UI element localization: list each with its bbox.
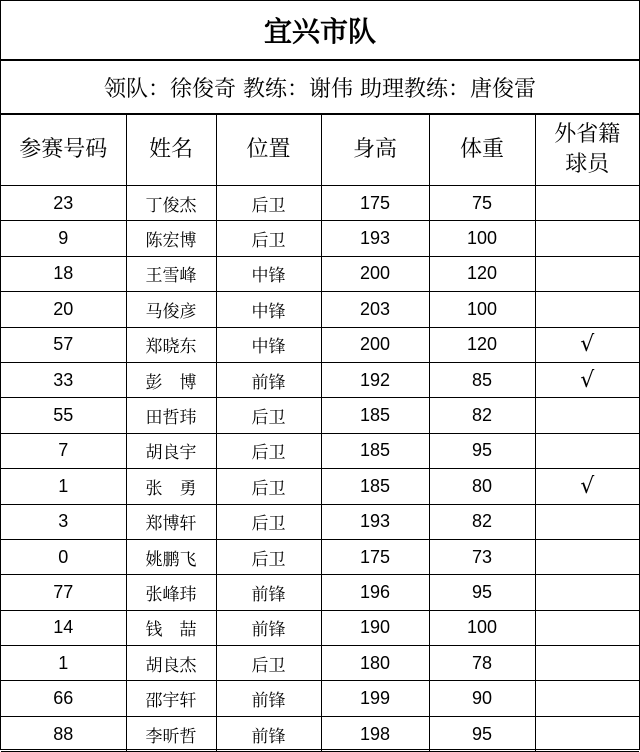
cell-foreign-mark bbox=[535, 716, 639, 751]
cell-weight: 73 bbox=[429, 539, 535, 574]
staff-line: 领队：徐俊奇 教练：谢伟 助理教练：唐俊雷 bbox=[1, 61, 639, 115]
cell-number: 66 bbox=[1, 681, 126, 716]
cell-position: 前锋 bbox=[216, 610, 321, 645]
header-weight: 体重 bbox=[429, 115, 535, 186]
cell-height: 180 bbox=[321, 646, 429, 681]
cell-number: 77 bbox=[1, 575, 126, 610]
cell-position: 后卫 bbox=[216, 186, 321, 221]
cell-foreign-mark bbox=[535, 256, 639, 291]
cell-name: 陈宏博 bbox=[126, 221, 216, 256]
cell-position: 后卫 bbox=[216, 469, 321, 504]
header-row bbox=[1, 115, 639, 186]
cell-foreign-mark bbox=[535, 646, 639, 681]
cell-name: 郑晓东 bbox=[126, 327, 216, 362]
table-row bbox=[1, 681, 639, 716]
cell-number: 55 bbox=[1, 398, 126, 433]
cell-foreign-mark bbox=[535, 186, 639, 221]
header-foreign-line2: 球员 bbox=[565, 152, 610, 177]
cell-weight: 75 bbox=[429, 186, 535, 221]
cell-position: 后卫 bbox=[216, 433, 321, 468]
cell-foreign-mark bbox=[535, 398, 639, 433]
cell-name: 张 勇 bbox=[126, 469, 216, 504]
cell-height: 190 bbox=[321, 610, 429, 645]
cell-weight: 100 bbox=[429, 610, 535, 645]
cell-foreign-mark: √ bbox=[535, 327, 639, 362]
cell-height: 185 bbox=[321, 469, 429, 504]
cell-name: 胡良宇 bbox=[126, 433, 216, 468]
table-row bbox=[1, 575, 639, 610]
cell-number: 18 bbox=[1, 256, 126, 291]
cell-height: 196 bbox=[321, 575, 429, 610]
cell-number: 7 bbox=[1, 433, 126, 468]
roster-table bbox=[1, 115, 639, 752]
cell-weight: 82 bbox=[429, 398, 535, 433]
cell-name: 姚鹏飞 bbox=[126, 539, 216, 574]
cell-foreign-mark bbox=[535, 610, 639, 645]
cell-foreign-mark bbox=[535, 292, 639, 327]
table-row bbox=[1, 539, 639, 574]
cell-number: 1 bbox=[1, 469, 126, 504]
header-foreign-player bbox=[535, 115, 639, 186]
cell-number: 9 bbox=[1, 221, 126, 256]
team-title: 宜兴市队 bbox=[1, 1, 639, 61]
table-row bbox=[1, 646, 639, 681]
table-row bbox=[1, 433, 639, 468]
cell-position: 后卫 bbox=[216, 504, 321, 539]
cell-height: 192 bbox=[321, 362, 429, 397]
cell-position: 后卫 bbox=[216, 646, 321, 681]
cell-weight: 120 bbox=[429, 256, 535, 291]
header-position: 位置 bbox=[216, 115, 321, 186]
cell-position: 中锋 bbox=[216, 256, 321, 291]
cell-position: 后卫 bbox=[216, 539, 321, 574]
table-row bbox=[1, 327, 639, 362]
cell-weight: 100 bbox=[429, 221, 535, 256]
table-row bbox=[1, 504, 639, 539]
cell-foreign-mark bbox=[535, 221, 639, 256]
table-row bbox=[1, 398, 639, 433]
cell-weight: 120 bbox=[429, 327, 535, 362]
cell-weight: 78 bbox=[429, 646, 535, 681]
cell-height: 193 bbox=[321, 221, 429, 256]
cell-height: 175 bbox=[321, 186, 429, 221]
cell-foreign-mark bbox=[535, 539, 639, 574]
cell-weight: 85 bbox=[429, 362, 535, 397]
cell-foreign-mark bbox=[535, 504, 639, 539]
table-row bbox=[1, 221, 639, 256]
table-row bbox=[1, 186, 639, 221]
cell-foreign-mark bbox=[535, 575, 639, 610]
cell-height: 193 bbox=[321, 504, 429, 539]
cell-height: 203 bbox=[321, 292, 429, 327]
cell-name: 丁俊杰 bbox=[126, 186, 216, 221]
cell-foreign-mark bbox=[535, 681, 639, 716]
cell-foreign-mark: √ bbox=[535, 469, 639, 504]
table-row bbox=[1, 610, 639, 645]
cell-position: 中锋 bbox=[216, 292, 321, 327]
table-row bbox=[1, 469, 639, 504]
cell-position: 前锋 bbox=[216, 575, 321, 610]
table-row bbox=[1, 292, 639, 327]
header-height: 身高 bbox=[321, 115, 429, 186]
cell-name: 胡良杰 bbox=[126, 646, 216, 681]
cell-number: 20 bbox=[1, 292, 126, 327]
cell-position: 后卫 bbox=[216, 221, 321, 256]
cell-foreign-mark bbox=[535, 433, 639, 468]
cell-name: 王雪峰 bbox=[126, 256, 216, 291]
cell-number: 88 bbox=[1, 716, 126, 751]
cell-number: 3 bbox=[1, 504, 126, 539]
cell-height: 199 bbox=[321, 681, 429, 716]
cell-position: 前锋 bbox=[216, 681, 321, 716]
cell-height: 198 bbox=[321, 716, 429, 751]
table-row bbox=[1, 716, 639, 751]
cell-height: 185 bbox=[321, 433, 429, 468]
cell-height: 200 bbox=[321, 327, 429, 362]
cell-name: 邵宇轩 bbox=[126, 681, 216, 716]
cell-weight: 100 bbox=[429, 292, 535, 327]
table-row bbox=[1, 256, 639, 291]
cell-number: 0 bbox=[1, 539, 126, 574]
cell-position: 后卫 bbox=[216, 398, 321, 433]
cell-name: 钱 喆 bbox=[126, 610, 216, 645]
header-number: 参赛号码 bbox=[1, 115, 126, 186]
cell-position: 前锋 bbox=[216, 716, 321, 751]
cell-name: 张峰玮 bbox=[126, 575, 216, 610]
roster-body bbox=[1, 186, 639, 752]
cell-number: 1 bbox=[1, 646, 126, 681]
cell-height: 175 bbox=[321, 539, 429, 574]
cell-name: 李昕哲 bbox=[126, 716, 216, 751]
header-foreign-line1: 外省籍 bbox=[554, 122, 621, 147]
cell-number: 57 bbox=[1, 327, 126, 362]
cell-weight: 95 bbox=[429, 575, 535, 610]
cell-weight: 80 bbox=[429, 469, 535, 504]
cell-name: 彭 博 bbox=[126, 362, 216, 397]
cell-weight: 82 bbox=[429, 504, 535, 539]
cell-name: 郑博轩 bbox=[126, 504, 216, 539]
cell-weight: 95 bbox=[429, 716, 535, 751]
cell-weight: 90 bbox=[429, 681, 535, 716]
cell-height: 185 bbox=[321, 398, 429, 433]
cell-number: 14 bbox=[1, 610, 126, 645]
cell-number: 33 bbox=[1, 362, 126, 397]
cell-height: 200 bbox=[321, 256, 429, 291]
cell-number: 23 bbox=[1, 186, 126, 221]
header-name: 姓名 bbox=[126, 115, 216, 186]
cell-weight: 95 bbox=[429, 433, 535, 468]
cell-name: 马俊彦 bbox=[126, 292, 216, 327]
cell-position: 前锋 bbox=[216, 362, 321, 397]
cell-position: 中锋 bbox=[216, 327, 321, 362]
cell-name: 田哲玮 bbox=[126, 398, 216, 433]
table-row bbox=[1, 362, 639, 397]
cell-foreign-mark: √ bbox=[535, 362, 639, 397]
